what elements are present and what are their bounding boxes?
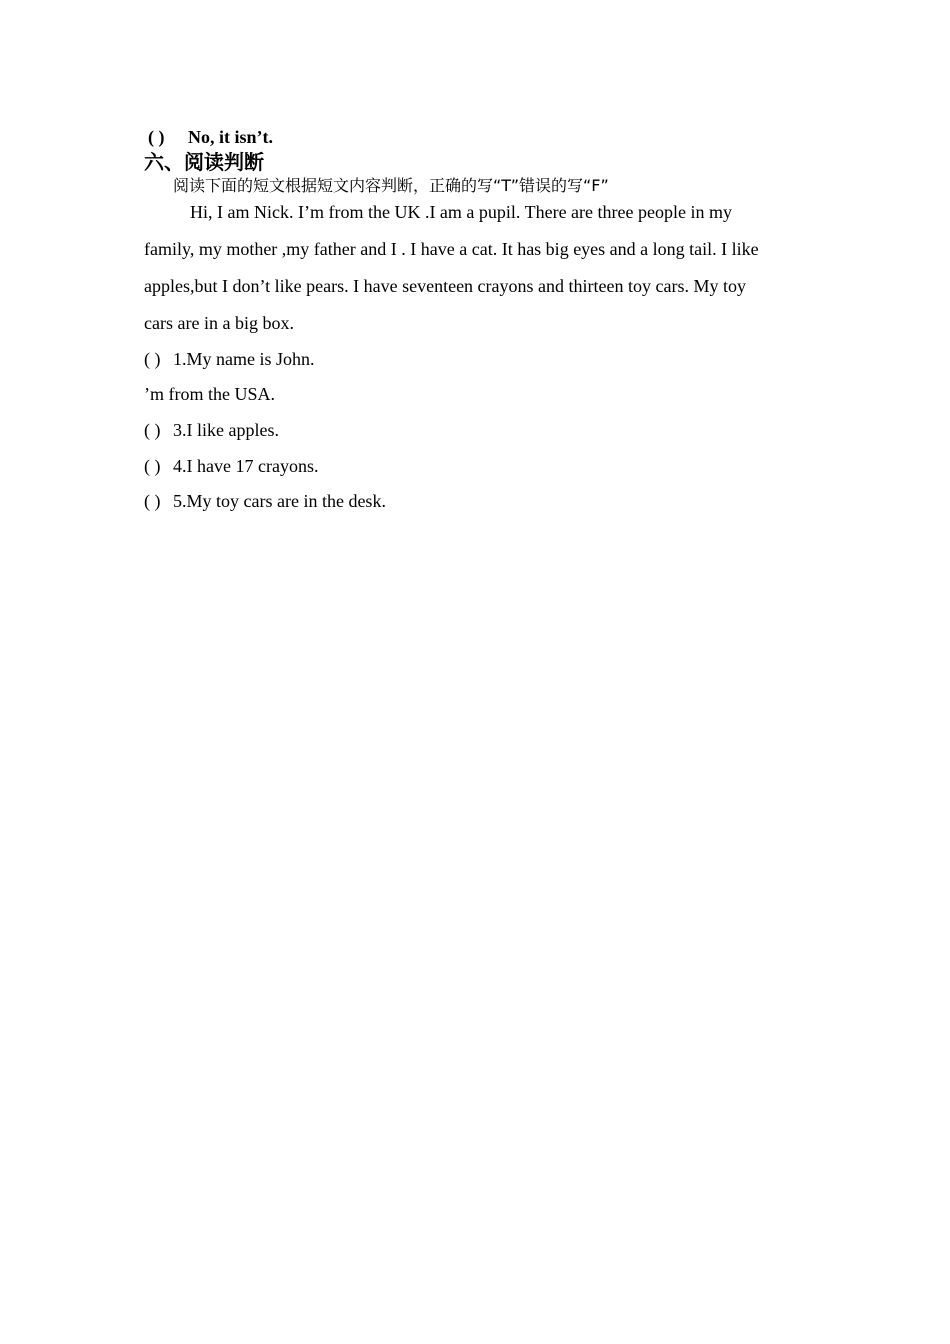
passage-line: cars are in a big box. (144, 313, 294, 333)
question-item (144, 454, 318, 478)
question-text: 5.My toy cars are in the desk. (173, 491, 386, 511)
passage-line: Hi, I am Nick. I’m from the UK .I am a pupil. There are three people in my (190, 202, 732, 222)
answer-blank[interactable]: ( ) (144, 491, 161, 511)
question-item (144, 418, 279, 442)
answer-blank[interactable]: ( ) (144, 420, 161, 440)
question-text: 4.I have 17 crayons. (173, 456, 319, 476)
question-item (144, 347, 315, 371)
previous-answer-item (148, 125, 273, 149)
answer-blank[interactable]: ( ) (144, 456, 161, 476)
answer-option-text: No, it isn’t. (188, 127, 273, 147)
question-text: 3.I like apples. (173, 420, 279, 440)
answer-blank[interactable]: ( ) (144, 349, 161, 369)
section-instruction: 阅读下面的短文根据短文内容判断，正确的写“T”错误的写“F” (173, 176, 609, 195)
question-text: 1.My name is John. (173, 349, 315, 369)
question-text: ’m from the USA. (144, 384, 275, 404)
section-heading: 六、阅读判断 (144, 150, 264, 174)
passage-line: family, my mother ,my father and I . I have a cat. It has big eyes and a long tail. I like (144, 239, 759, 259)
question-item (144, 382, 275, 406)
answer-blank: ( ) (148, 127, 165, 147)
passage-line: apples,but I don’t like pears. I have seventeen crayons and thirteen toy cars. My toy (144, 276, 746, 296)
question-item (144, 489, 386, 513)
